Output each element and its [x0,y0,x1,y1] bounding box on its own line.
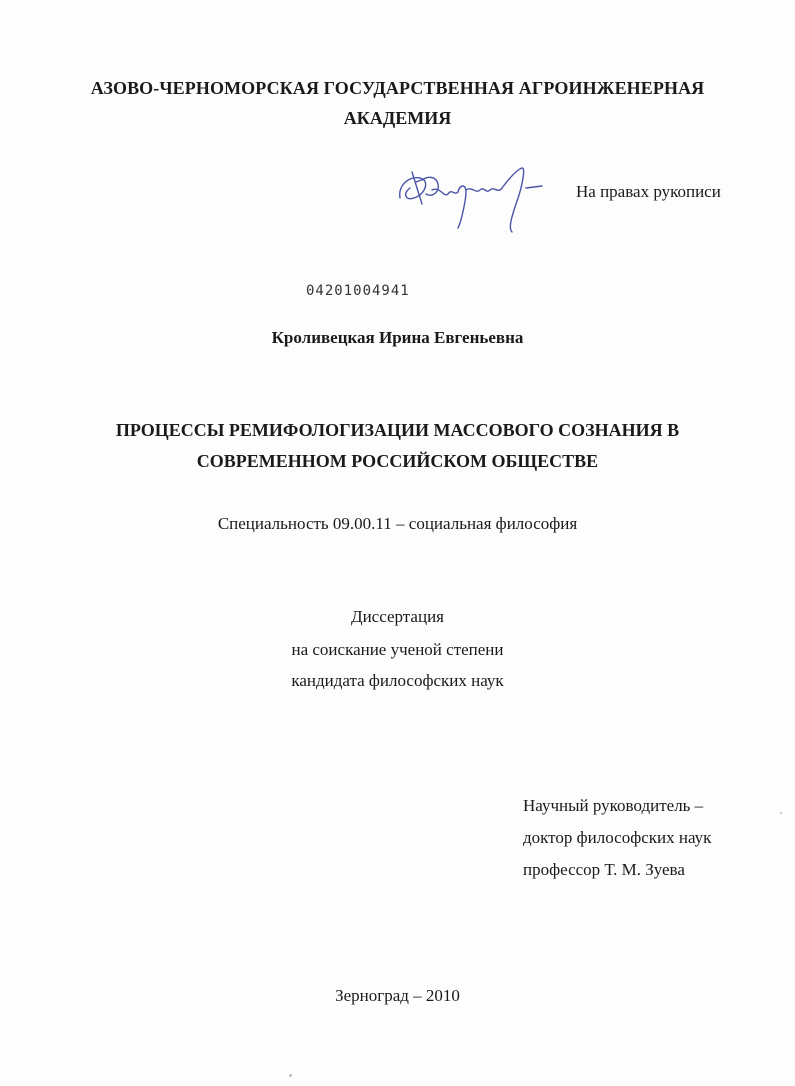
institution-name-line2: АКАДЕМИЯ [343,108,452,128]
supervisor-name: профессор Т. М. Зуева [523,860,685,879]
supervisor-label: Научный руководитель – [523,796,704,815]
dissertation-type: Диссертация [350,607,444,626]
author-name: Кроливецкая Ирина Евгеньевна [271,328,524,347]
degree-purpose: на соискание ученой степени [291,640,504,659]
registration-stamp-number: 04201004941 [306,283,410,299]
dissertation-title-line1: ПРОЦЕССЫ РЕМИФОЛОГИЗАЦИИ МАССОВОГО СОЗНАНИЯ В [115,420,680,440]
city-and-year: Зерноград – 2010 [335,986,460,1005]
scan-speck [780,812,782,814]
supervisor-degree: доктор философских наук [523,828,712,847]
dissertation-title-line2: СОВРЕМЕННОМ РОССИЙСКОМ ОБЩЕСТВЕ [196,451,599,471]
degree-name: кандидата философских наук [291,671,504,690]
specialty-line: Специальность 09.00.11 – социальная философия [217,514,578,533]
institution-name-line1: АЗОВО-ЧЕРНОМОРСКАЯ ГОСУДАРСТВЕННАЯ АГРОИНЖЕНЕРНАЯ [90,78,705,98]
handwritten-signature [392,158,572,238]
manuscript-rights-note: На правах рукописи [576,182,721,201]
scan-speck [289,1074,292,1077]
